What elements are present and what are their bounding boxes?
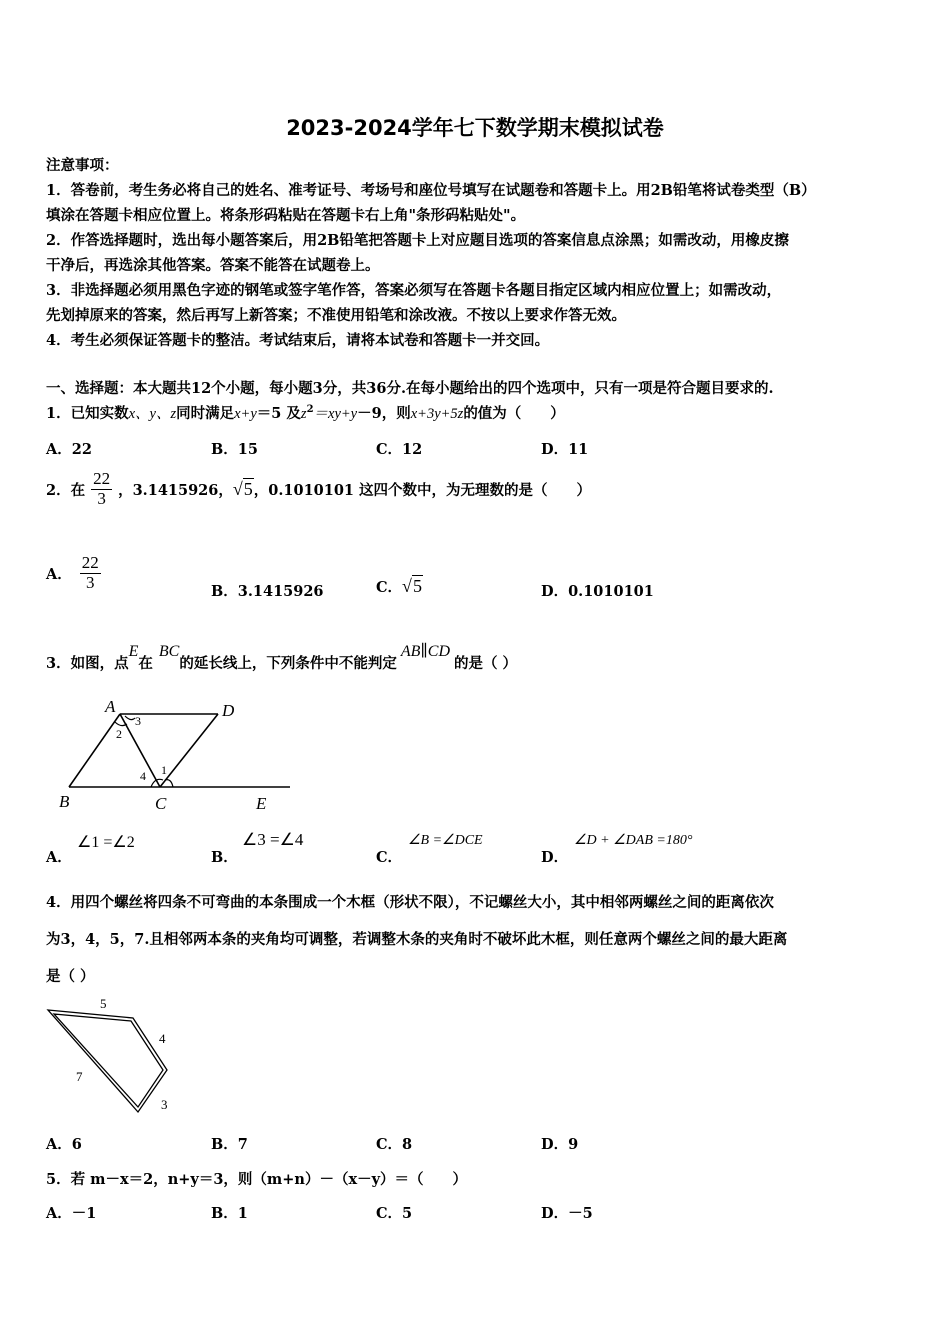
notice-line: 1．答卷前，考生务必将自己的姓名、准考证号、考场号和座位号填写在试题卷和答题卡上。用2B铅笔将试卷类型（B） <box>46 182 816 199</box>
notice-line: 干净后，再选涂其他答案。答案不能答在试题卷上。 <box>46 257 380 274</box>
notice-line: 3．非选择题必须用黑色字迹的钢笔或签字笔作答，答案必须写在答题卡各题目指定区域内相应位置上；如需改动， <box>46 282 782 299</box>
notice-line: 2．作答选择题时，选出每小题答案后，用2B铅笔把答题卡上对应题目选项的答案信息点涂黑；如需改动，用橡皮擦 <box>46 232 789 249</box>
wooden-frame-figure <box>40 990 190 1120</box>
option-d: D．0.1010101 <box>541 583 654 600</box>
option-c: C．5 <box>376 1205 413 1222</box>
option-c-expression: ∠B =∠DCE <box>408 833 483 848</box>
notice-heading: 注意事项： <box>46 157 119 174</box>
question-4-line: 是（ ） <box>46 968 95 985</box>
label-angle-4: 4 <box>140 769 146 783</box>
label-e: E <box>256 794 267 813</box>
option-a-expression: ∠1 =∠2 <box>77 834 135 851</box>
frame-outer <box>48 1010 167 1112</box>
frame-inner <box>54 1014 163 1107</box>
option-b: B．1 <box>211 1205 248 1222</box>
option-c: C． <box>376 849 403 866</box>
option-a: A． $\frac{22}{3}$ <box>46 553 99 592</box>
question-4-line: 4．用四个螺丝将四条不可弯曲的本条围成一个木框（形状不限），不记螺丝大小，其中相邻两螺丝之间的距离依次 <box>46 894 774 911</box>
angle-arc-1 <box>165 780 173 787</box>
option-b: B．3.1415926 <box>211 583 324 600</box>
segment-ab <box>69 714 120 787</box>
option-d-expression: ∠D + ∠DAB =180° <box>574 833 693 848</box>
fraction-22-3: $\frac{22}{3}$ <box>93 469 111 508</box>
section-heading: 一、选择题：本大题共12个小题，每小题3分，共36分.在每小题给出的四个选项中，只有一项是符合题目要求的. <box>46 380 774 397</box>
question-4-line: 为3，4，5，7.且相邻两本条的夹角均可调整，若调整木条的夹角时不破坏此木框，则任意两个螺丝之间的最大距离 <box>46 931 788 948</box>
option-b: B． <box>211 849 238 866</box>
label-side-3: 3 <box>161 1097 168 1112</box>
option-c: C．8 <box>376 1136 413 1153</box>
option-d: D．11 <box>541 441 589 458</box>
question-2: 2．在 $\frac{22}{3}$ ，3.1415926， √5 ，0.1010101 这四个数中，为无理数的是（ ） <box>46 469 592 508</box>
label-angle-3: 3 <box>135 714 141 728</box>
label-side-7: 7 <box>76 1069 83 1084</box>
label-d: D <box>222 701 235 720</box>
question-1: 1．已知实数x、y、z同时满足x+y＝5 及$z^2=xy+y-9$，则x+3y+5z的值为（ ） <box>46 404 565 422</box>
notice-line: 填涂在答题卡相应位置上。将条形码粘贴在答题卡右上角"条形码粘贴处"。 <box>46 207 526 224</box>
option-c: C．√5 <box>376 576 422 596</box>
sqrt-5: √5 <box>232 478 253 499</box>
angle-arc-3 <box>125 716 135 720</box>
label-side-5: 5 <box>100 996 107 1011</box>
label-angle-2: 2 <box>116 727 122 741</box>
question-5: 5．若 m－x＝2，n+y＝3，则（m+n）－（x－y）＝（ ） <box>46 1171 468 1188</box>
option-a: A． <box>46 849 72 866</box>
label-b: B <box>59 792 70 811</box>
option-b: B．15 <box>211 441 258 458</box>
page-title: 2023-2024学年七下数学期末模拟试卷 <box>286 116 664 140</box>
option-a: A．6 <box>46 1136 82 1153</box>
question-3: 3．如图，点E在BC的延长线上，下列条件中不能判定AB∥CD的是（ ） <box>46 643 518 672</box>
option-d: D． <box>541 849 569 866</box>
option-c: C．12 <box>376 441 423 458</box>
option-b: B．7 <box>211 1136 248 1153</box>
option-a: A．－1 <box>46 1205 97 1222</box>
label-c: C <box>155 794 167 813</box>
label-side-4: 4 <box>159 1031 166 1046</box>
notice-line: 先划掉原来的答案，然后再写上新答案；不准使用铅笔和涂改液。不按以上要求作答无效。 <box>46 307 626 324</box>
option-d: D．－5 <box>541 1205 593 1222</box>
option-d: D．9 <box>541 1136 579 1153</box>
label-a: A <box>105 697 116 716</box>
option-b-expression: ∠3 =∠4 <box>242 830 304 849</box>
segment-dc <box>160 714 218 787</box>
geometry-figure-parallel <box>55 692 300 817</box>
label-angle-1: 1 <box>161 763 167 777</box>
option-a: A．22 <box>46 441 92 458</box>
notice-line: 4．考生必须保证答题卡的整洁。考试结束后，请将本试卷和答题卡一并交回。 <box>46 332 550 349</box>
